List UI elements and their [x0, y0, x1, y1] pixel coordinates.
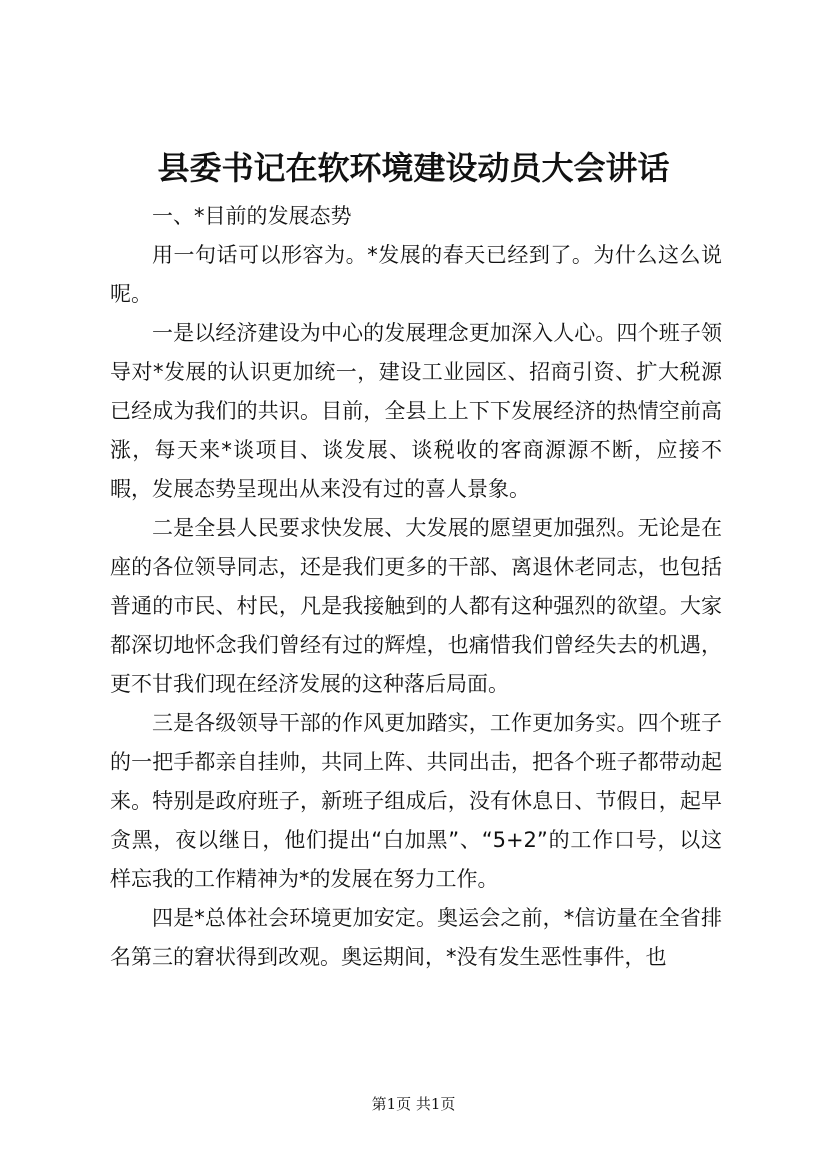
document-title: 县委书记在软环境建设动员大会讲话 — [157, 149, 670, 187]
paragraph-intro: 用一句话可以形容为。*发展的春天已经到了。为什么这么说呢。 — [110, 243, 722, 306]
section-heading: 一、*目前的发展态势 — [152, 204, 352, 228]
paragraph-point-1: 一是以经济建设为中心的发展理念更加深入人心。四个班子领导对*发展的认识更加统一，建设工业园区、招商引资、扩大税源已经成为我们的共识。目前，全县上上下下发展经济的热情空前高涨，每天来*谈项目、谈发展、谈税收的客商源源不断，应接不暇，发展态势呈现出从来没有过的喜人景象。 — [110, 321, 722, 501]
page-number-footer: 第1页 共1页 — [371, 1095, 456, 1113]
paragraph-point-4: 四是*总体社会环境更加安定。奥运会之前，*信访量在全省排名第三的窘状得到改观。奥运期间，*没有发生恶性事件，也 — [110, 906, 722, 969]
document-body — [110, 197, 722, 977]
paragraph-point-2: 二是全县人民要求快发展、大发展的愿望更加强烈。无论是在座的各位领导同志，还是我们更多的干部、离退休老同志，也包括普通的市民、村民，凡是我接触到的人都有这种强烈的欲望。大家都深切地怀念我们曾经有过的辉煌，也痛惜我们曾经失去的机遇，更不甘我们现在经济发展的这种落后局面。 — [110, 516, 722, 696]
paragraph-point-3: 三是各级领导干部的作风更加踏实，工作更加务实。四个班子的一把手都亲自挂帅，共同上阵、共同出击，把各个班子都带动起来。特别是政府班子，新班子组成后，没有休息日、节假日，起早贪黑，夜以继日，他们提出“白加黑”、“5+2”的工作口号，以这样忘我的工作精神为*的发展在努力工作。 — [110, 711, 722, 891]
